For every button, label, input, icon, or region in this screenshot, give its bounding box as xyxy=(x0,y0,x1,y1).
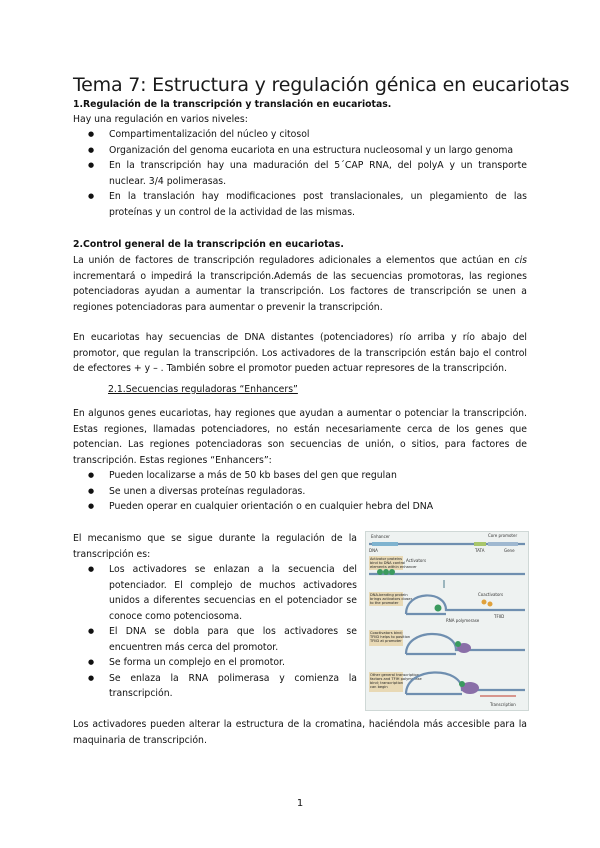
mechanism-intro: El mecanismo que se sigue durante la regulación de la transcripción es: xyxy=(73,533,357,560)
coactivator xyxy=(488,602,493,607)
page-title: Tema 7: Estructura y regulación génica en eucariotas xyxy=(73,74,570,96)
activator-protein xyxy=(435,605,442,612)
list-item: ● Pueden operar en cualquier orientación o en cualquier hebra del DNA xyxy=(73,499,527,515)
enhancer-region xyxy=(372,542,398,546)
list-item: ● Pueden localizarse a más de 50 kb bases del gen que regulan xyxy=(73,468,527,484)
step-4-text: Other general transcription factors and TFIH polymerase bind; transcription can begin xyxy=(370,673,422,689)
dna-loop xyxy=(406,595,525,614)
closing-paragraph: Los activadores pueden alterar la estructura de la cromatina, haciéndola más accesible para la maquinaria de transcripción. xyxy=(73,719,527,746)
enhancer-mechanism-figure xyxy=(365,531,529,711)
list-item: ● Los activadores se enlazan a la secuencia del potenciador. El complejo de muchos activadores unidos a diferentes secuencias en el potenciador se conoce como potenciosoma. xyxy=(73,562,357,624)
step-3-text: Coactivators bind; TFIID helps to position TFIID at promoter xyxy=(370,631,411,643)
list-item: ● Organización del genoma eucariota en una estructura nucleosomal y un largo genoma xyxy=(73,143,527,159)
list-item: ● En la translación hay modificaciones post translacionales, un plegamiento de las proteínas y un control de la actividad de las mismas. xyxy=(73,189,527,220)
list-item: ● En la transcripción hay una maduración del 5´CAP RNA, del polyA y un transporte nuclear. 3/4 polimerasas. xyxy=(73,158,527,189)
list-item: ● Se enlaza la RNA polimerasa y comienza la transcripción. xyxy=(73,671,357,702)
list-item: ● Se unen a diversas proteínas reguladoras. xyxy=(73,484,527,500)
gene-label: Gene xyxy=(504,548,515,553)
list-item: ● Se forma un complejo en el promotor. xyxy=(73,655,357,671)
para1-text-b: incrementará o impedirá la transcripción.Además de las secuencias promotoras, las regiones potenciadoras ayudan a aumentar la transcripción. Los factores de transcripción se unen a regiones potenciadoras para aumentar o prevenir la transcripción. xyxy=(73,270,527,313)
activator-protein xyxy=(389,569,395,575)
coactivator xyxy=(482,600,487,605)
section2-para2: En eucariotas hay secuencias de DNA distantes (potenciadores) río arriba y río abajo del promotor, que regulan la transcripción. Los activadores de la transcripción están bajo el control de efectores + y – . También sobre el promotor pueden actuar represores de la transcripción. xyxy=(73,332,527,374)
transcription-label: Transcription xyxy=(490,702,516,707)
section1-heading: 1.Regulación de la transcripción y translación en eucariotas. xyxy=(73,99,392,110)
step-1-text: Activator proteins bind to DNA control elements within enhancer xyxy=(370,557,417,569)
step-2-text: DNA-bending protein brings activators closer to the promoter xyxy=(370,593,413,605)
enhancers-list xyxy=(73,468,527,515)
mechanism-list xyxy=(73,562,357,702)
dna-label: DNA xyxy=(369,548,378,553)
para1-italic: cis xyxy=(514,255,527,266)
section21-heading: 2.1.Secuencias reguladoras “Enhancers” xyxy=(108,384,298,395)
list-item: ● El DNA se dobla para que los activadores se encuentren más cerca del promotor. xyxy=(73,624,357,655)
section2-para1 xyxy=(73,253,527,315)
activator-protein xyxy=(455,641,461,647)
gene-region xyxy=(488,542,518,546)
rna-polymerase-label: RNA polymerase xyxy=(446,618,480,623)
tfiid-label: TFIID xyxy=(494,614,505,619)
activator-protein xyxy=(459,681,465,687)
para1-text-a: La unión de factores de transcripción reguladores adicionales a elementos que actúan en xyxy=(73,255,515,266)
activator-protein xyxy=(377,569,383,575)
section1-intro: Hay una regulación en varios niveles: xyxy=(73,114,248,125)
section21-para: En algunos genes eucariotas, hay regiones que ayudan a aumentar o potenciar la transcripción. Estas regiones, llamadas potenciadores, no están necesariamente cerca de los genes que potencian. Las regiones potenciadoras son secuencias de unión, o sitios, para factores de transcripción. Estas regiones “Enhancers”: xyxy=(73,408,527,466)
page-number: 1 xyxy=(296,798,304,809)
activators-label: Activators xyxy=(406,558,427,563)
figure-svg xyxy=(366,532,528,710)
core-promoter-label: Core promoter xyxy=(488,533,518,538)
section1-list xyxy=(73,127,527,220)
list-item: ● Compartimentalización del núcleo y citosol xyxy=(73,127,527,143)
tata-label: TATA xyxy=(475,548,485,553)
section2-heading: 2.Control general de la transcripción en eucariotas. xyxy=(73,239,344,250)
enhancer-label: Enhancer xyxy=(371,534,390,539)
activator-protein xyxy=(383,569,389,575)
coactivators-label: Coactivators xyxy=(478,592,504,597)
tata-box xyxy=(474,542,486,546)
